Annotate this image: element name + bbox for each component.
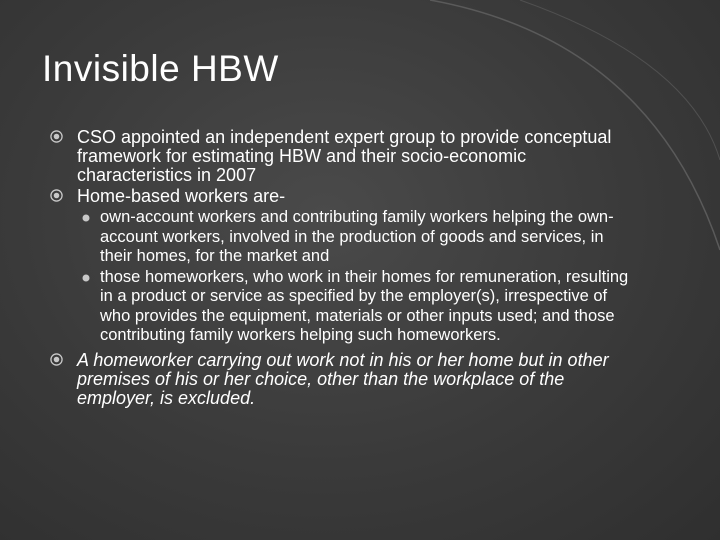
target-circle-icon — [50, 353, 63, 366]
sub-bullet-text: those homeworkers, who work in their homes for remuneration, resulting in a product or service as specified by the employer(s), irrespective of who provides the equipment, materials or other inputs used; and those contributing family workers helping such homeworkers. — [100, 267, 629, 344]
bullet-text: CSO appointed an independent expert group to provide conceptual framework for estimating HBW and their socio-economic characteristics in 2007 — [77, 127, 612, 185]
sub-bullet-homeworkers — [78, 268, 630, 346]
target-circle-icon — [50, 130, 63, 143]
slide-title: Invisible HBW — [42, 48, 279, 89]
sub-bullet-own-account-workers — [78, 208, 630, 267]
round-dot-icon — [82, 214, 90, 222]
target-circle-icon — [50, 189, 63, 202]
sub-bullet-text: own-account workers and contributing family workers helping the own-account workers, involved in the production of goods and services, in their homes, for the market and — [100, 208, 614, 265]
bullet-list — [50, 128, 630, 410]
bullet-text: Home-based workers are- — [77, 186, 286, 206]
bullet-text: A homeworker carrying out work not in his or her home but in other premises of his or her choice, other than the workplace of the employer, is excluded. — [77, 349, 609, 408]
bullet-item-cso — [50, 128, 630, 185]
bullet-item-homeworker-excluded — [50, 351, 630, 408]
bullet-item-home-based-workers — [50, 187, 630, 206]
round-dot-icon — [82, 274, 90, 282]
